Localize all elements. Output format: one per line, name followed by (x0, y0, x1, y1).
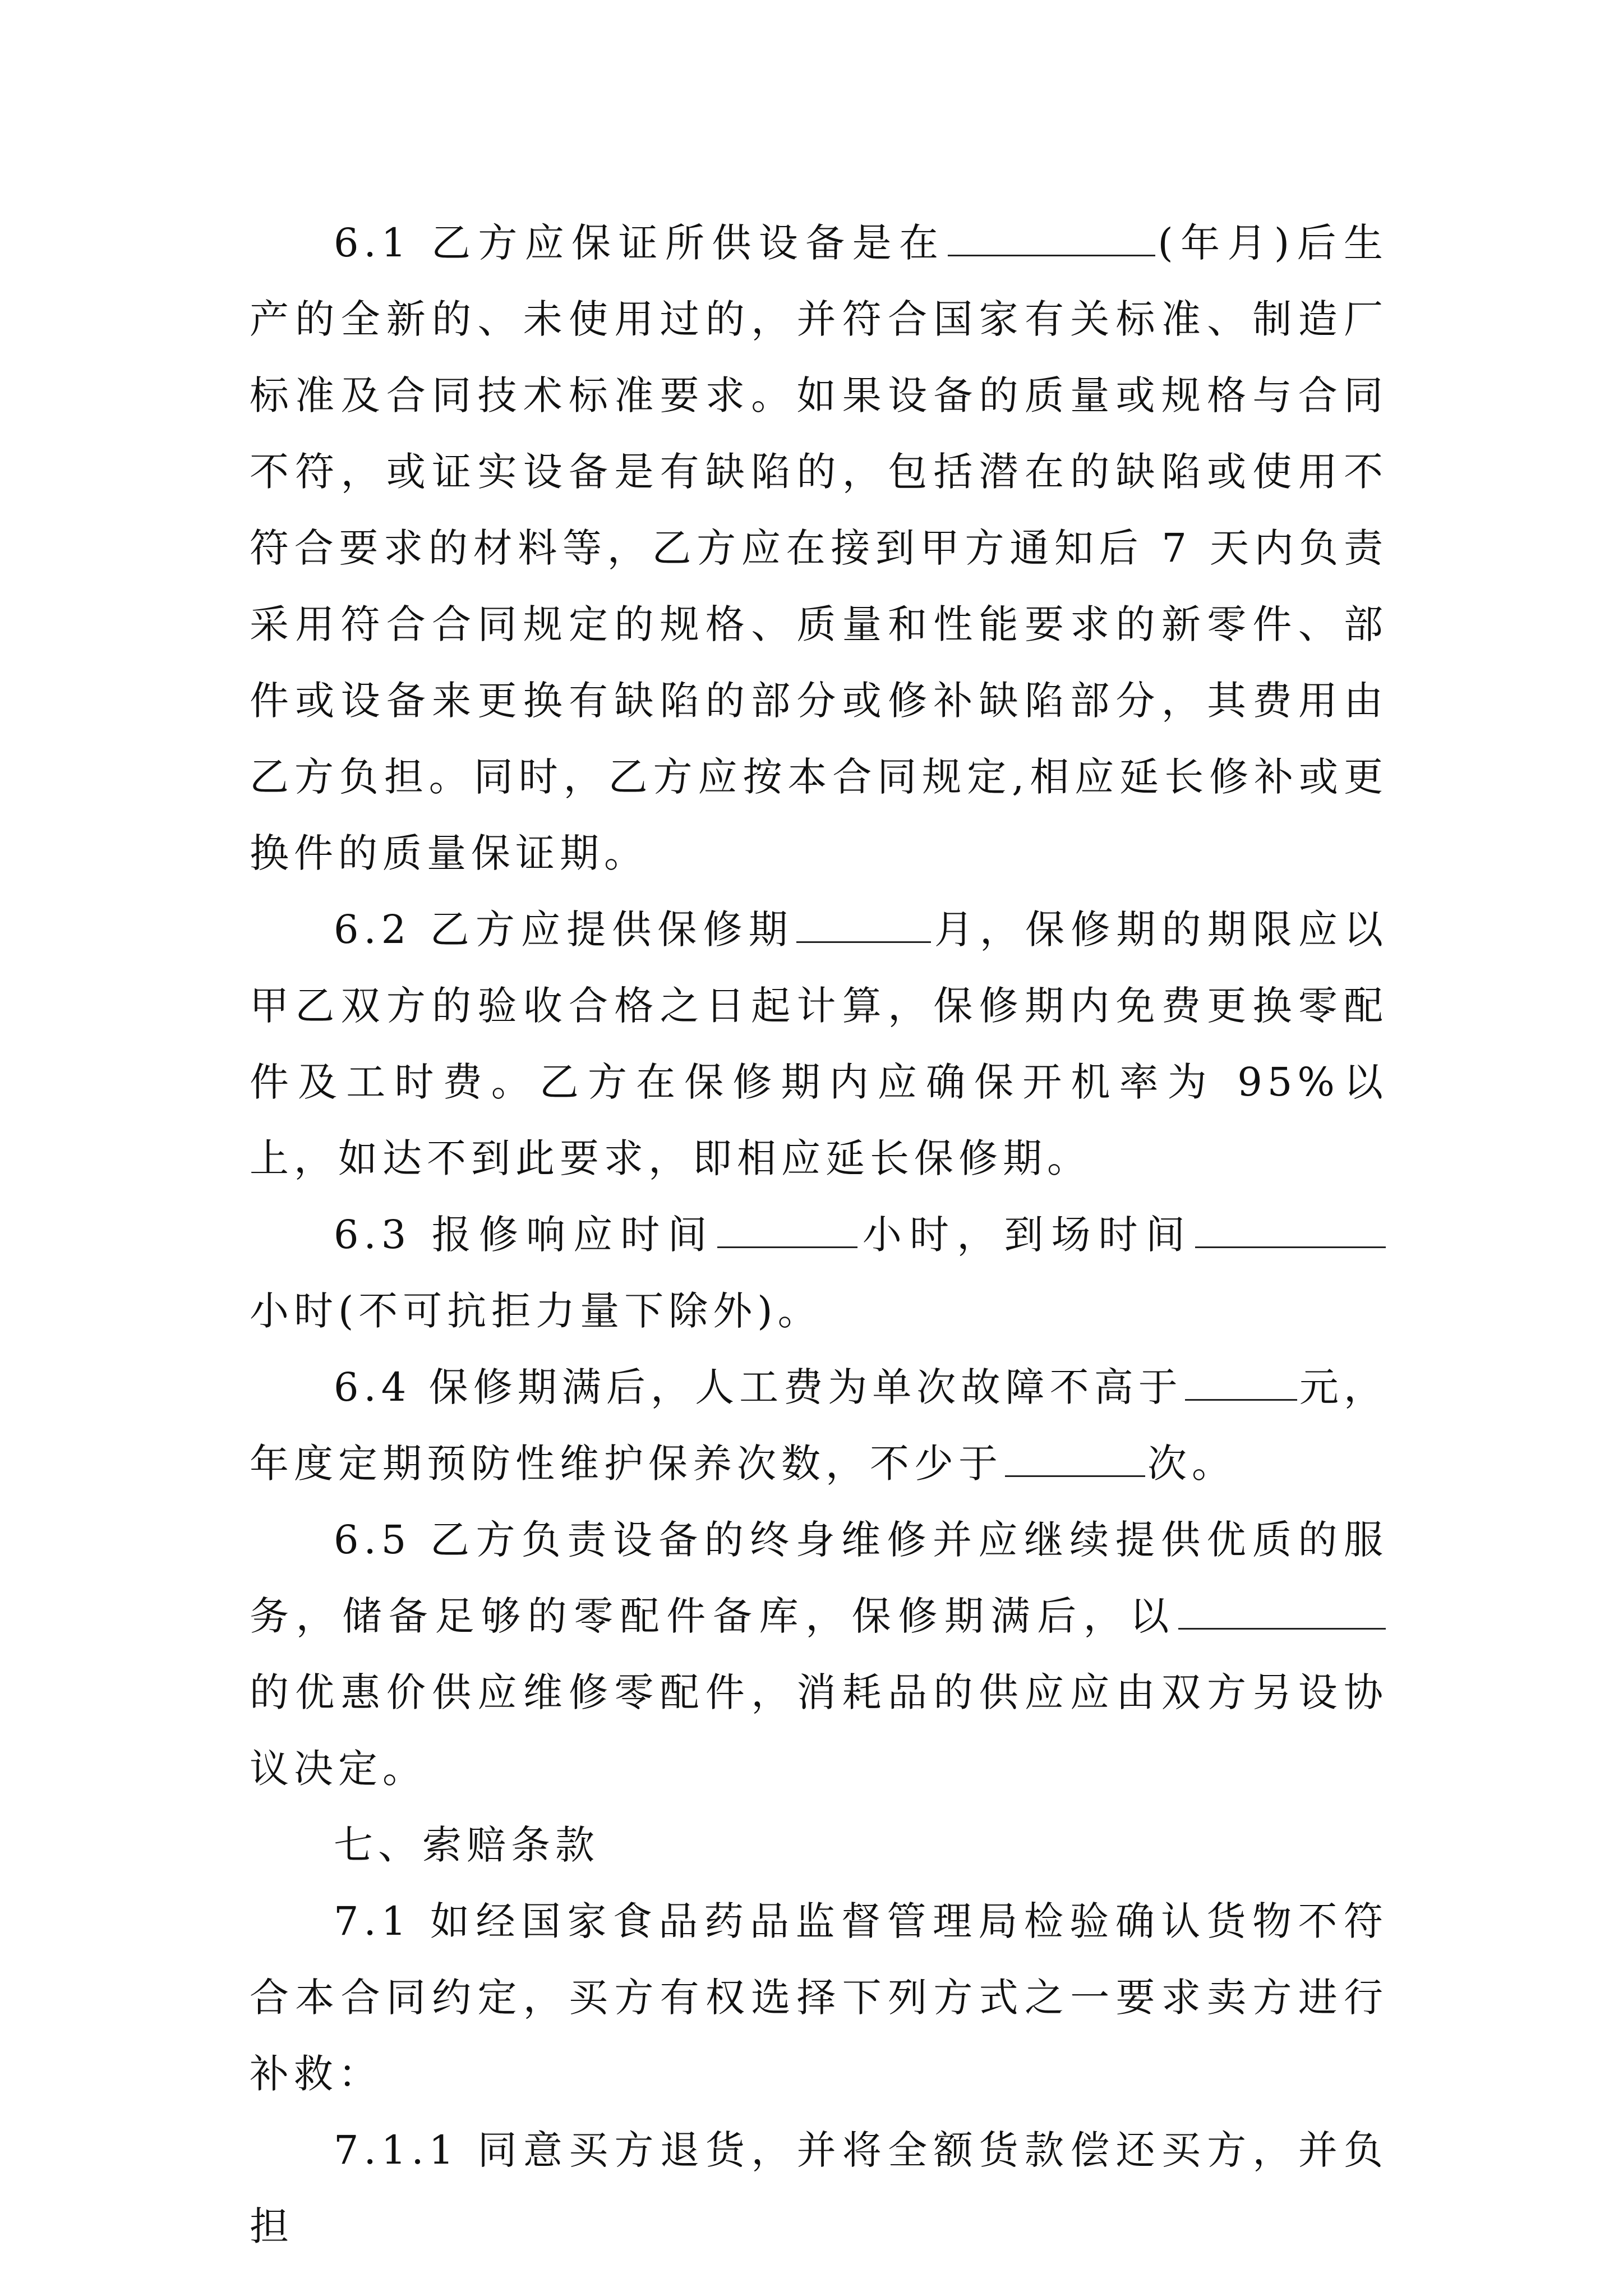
clause-7-1-1: 7.1.1 同意买方退货，并将全额货款偿还买方，并负担 (250, 2127, 1388, 2249)
clause-6-1-text-a: 6.1 乙方应保证所供设备是在 (334, 220, 946, 266)
clause-6-3-text-b: 小时，到场时间 (859, 1212, 1193, 1258)
blank-production-date[interactable] (948, 220, 1155, 256)
clause-6-1 (250, 205, 1388, 891)
section-7-heading: 七、索赔条款 (334, 1822, 600, 1868)
blank-arrival-hours[interactable] (1195, 1212, 1386, 1248)
contract-body (250, 205, 1388, 2265)
blank-labor-fee[interactable] (1185, 1364, 1297, 1401)
blank-maintenance-count[interactable] (1005, 1441, 1145, 1477)
blank-warranty-months[interactable] (796, 907, 931, 943)
clause-6-2-text-b: 月，保修期的期限应以甲乙双方的验收合格之日起计算，保修期内免费更换零配件及工时费。乙方在保修期内应确保开机率为 95%以上，如达不到此要求，即相应延长保修期。 (250, 907, 1389, 1181)
clause-6-2 (250, 891, 1388, 1197)
clause-6-3-text-c: 小时(不可抗拒力量下除外)。 (250, 1288, 822, 1334)
clause-6-4-text-a: 6.4 保修期满后，人工费为单次故障不高于 (334, 1364, 1183, 1410)
clause-6-3-text-a: 6.3 报修响应时间 (334, 1212, 715, 1258)
clause-6-3 (250, 1197, 1388, 1349)
blank-discount-price[interactable] (1178, 1593, 1386, 1630)
clause-6-2-text-a: 6.2 乙方应提供保修期 (334, 907, 794, 953)
clause-7-1: 7.1 如经国家食品药品监督管理局检验确认货物不符合本合同约定，买方有权选择下列方式之一要求卖方进行补救： (250, 1898, 1388, 2097)
clause-6-4-text-b: 元，年度定期预防性维护保养次数，不少于 (250, 1364, 1389, 1487)
clause-6-1-text-b: (年月)后生产的全新的、未使用过的，并符合国家有关标准、制造厂标准及合同技术标准要求。如果设备的质量或规格与合同不符，或证实设备是有缺陷的，包括潜在的缺陷或使用不符合要求的材料等，乙方应在接到甲方通知后 7 天内负责采用符合合同规定的规格、质量和性能要求的新零件、部件或设备来更换有缺陷的部分或修补缺陷部分，其费用由乙方负担。同时，乙方应按本合同规定,相应延长修补或更换件的质量保证期。 (250, 220, 1388, 876)
blank-response-hours[interactable] (717, 1212, 857, 1248)
clause-6-4 (250, 1349, 1388, 1502)
clause-6-5-text-b: 的优惠价供应维修零配件，消耗品的供应应由双方另设协议决定。 (250, 1669, 1388, 1792)
clause-6-5-text-a: 6.5 乙方负责设备的终身维修并应继续提供优质的服务，储备足够的零配件备库，保修期满后，以 (250, 1517, 1388, 1639)
clause-6-4-text-c: 次。 (1147, 1441, 1236, 1487)
clause-6-5 (250, 1502, 1388, 1807)
